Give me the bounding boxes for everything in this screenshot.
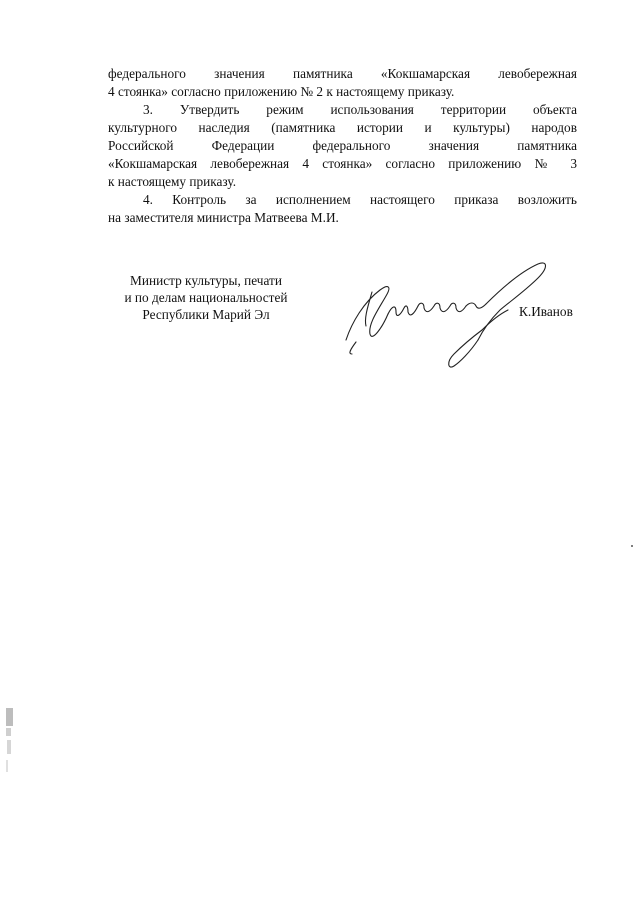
body-line: федерального значения памятника «Кокшамарская левобережная bbox=[108, 66, 577, 81]
scan-artifact bbox=[6, 728, 11, 736]
signatory-position-line: Республики Марий Эл bbox=[142, 307, 270, 322]
body-line: 4. Контроль за исполнением настоящего приказа возложить bbox=[143, 192, 577, 207]
body-line: Российской Федерации федерального значения памятника bbox=[108, 138, 577, 153]
body-line: на заместителя министра Матвеева М.И. bbox=[108, 210, 339, 225]
body-line: 3. Утвердить режим использования территории объекта bbox=[143, 102, 577, 117]
body-line: к настоящему приказу. bbox=[108, 174, 237, 189]
signatory-position-line: и по делам национальностей bbox=[124, 290, 288, 305]
signatory-position-line: Министр культуры, печати bbox=[130, 273, 282, 288]
scan-speck bbox=[631, 545, 633, 547]
scan-artifact bbox=[6, 708, 13, 726]
signatory-position bbox=[95, 272, 317, 323]
body-line: культурного наследия (памятника истории и культуры) народов bbox=[108, 120, 577, 135]
signer-name: К.Иванов bbox=[519, 304, 573, 319]
scan-artifact bbox=[7, 740, 11, 754]
body-line: 4 стоянка» согласно приложению № 2 к настоящему приказу. bbox=[108, 84, 455, 99]
scan-artifact bbox=[6, 760, 8, 772]
body-line: «Кокшамарская левобережная 4 стоянка» согласно приложению № 3 bbox=[108, 156, 577, 171]
